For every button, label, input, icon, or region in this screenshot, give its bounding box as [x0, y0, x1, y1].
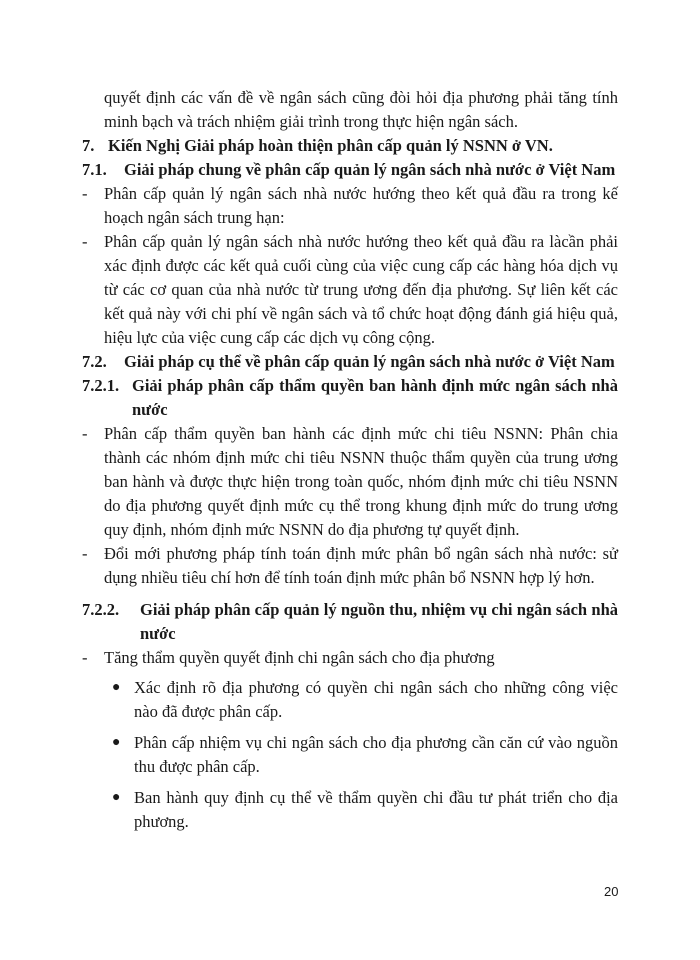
bullet-icon: ● [112, 680, 121, 695]
dash-marker: - [82, 648, 88, 667]
section-title: Giải pháp phân cấp quản lý nguồn thu, nhiệm vụ chi ngân sách nhà nước [140, 600, 618, 643]
list-item-text: Phân cấp quản lý ngân sách nhà nước hướng theo kết quả đầu ra làcần phải xác định được các kết quả cuối cùng của việc cung cấp các hàng hóa dịch vụ từ các cơ quan của nhà nước từ trung ương đến địa phương. Sự liên kết các kết quả này với chi phí về ngân sách và tổ chức hoạt động đánh giá hiệu quả, hiệu lực của việc cung cấp các dịch vụ công cộng. [104, 232, 618, 347]
section-7-heading [82, 134, 618, 158]
list-item-text: Tăng thẩm quyền quyết định chi ngân sách cho địa phương [104, 648, 495, 667]
bullet-text: Phân cấp nhiệm vụ chi ngân sách cho địa phương cần căn cứ vào nguồn thu được phân cấp. [134, 733, 618, 776]
bullet-item [112, 731, 618, 779]
section-7-2-heading [82, 350, 618, 374]
section-7-2-1-heading [82, 374, 618, 422]
list-item [82, 542, 618, 590]
list-item-text: Đổi mới phương pháp tính toán định mức phân bổ ngân sách nhà nước: sử dụng nhiều tiêu chí hơn để tính toán định mức phân bổ NSNN hợp lý hơn. [104, 544, 618, 587]
dash-marker: - [82, 184, 88, 203]
dash-marker: - [82, 544, 88, 563]
list-item [82, 230, 618, 350]
list-item [82, 646, 618, 670]
bullet-text: Ban hành quy định cụ thể về thẩm quyền chi đầu tư phát triển cho địa phương. [134, 788, 618, 831]
bullet-item [112, 676, 618, 724]
bullet-icon: ● [112, 735, 121, 750]
bullet-item [112, 786, 618, 834]
list-item [82, 422, 618, 542]
bullet-icon: ● [112, 790, 121, 805]
section-7-2-2-heading [82, 598, 618, 646]
list-item-text: Phân cấp quản lý ngân sách nhà nước hướng theo kết quả đầu ra trong kế hoạch ngân sách trung hạn: [104, 184, 618, 227]
section-title: Giải pháp cụ thể về phân cấp quản lý ngân sách nhà nước ở Việt Nam [124, 352, 615, 371]
page-number: 20 [604, 884, 619, 899]
list-item [82, 182, 618, 230]
list-item-text: Phân cấp thẩm quyền ban hành các định mức chi tiêu NSNN: Phân chia thành các nhóm định mức chi tiêu NSNN thuộc thẩm quyền của trung ương ban hành và được thực hiện trong toàn quốc, nhóm định mức chi tiêu NSNN do địa phương quyết định mức cụ thể trong khung định mức do trung ương quy định, nhóm định mức NSNN do địa phương tự quyết định. [104, 424, 618, 539]
section-title: Giải pháp chung về phân cấp quản lý ngân sách nhà nước ở Việt Nam [124, 160, 616, 179]
document-page [82, 86, 618, 841]
bullet-text: Xác định rõ địa phương có quyền chi ngân sách cho những công việc nào đã được phân cấp. [134, 678, 618, 721]
section-number: 7. [82, 136, 95, 155]
section-number: 7.1. [82, 160, 107, 179]
dash-marker: - [82, 232, 88, 251]
section-title: Giải pháp phân cấp thẩm quyền ban hành định mức ngân sách nhà nước [132, 376, 618, 419]
section-number: 7.2.2. [82, 600, 120, 619]
dash-marker: - [82, 424, 88, 443]
intro-paragraph: quyết định các vấn đề về ngân sách cũng đòi hỏi địa phương phải tăng tính minh bạch và trách nhiệm giải trình trong thực hiện ngân sách. [104, 88, 618, 131]
section-number: 7.2. [82, 352, 107, 371]
section-number: 7.2.1. [82, 376, 120, 395]
section-7-1-heading [82, 158, 618, 182]
section-title: Kiến Nghị Giải pháp hoàn thiện phân cấp quản lý NSNN ở VN. [108, 136, 553, 155]
